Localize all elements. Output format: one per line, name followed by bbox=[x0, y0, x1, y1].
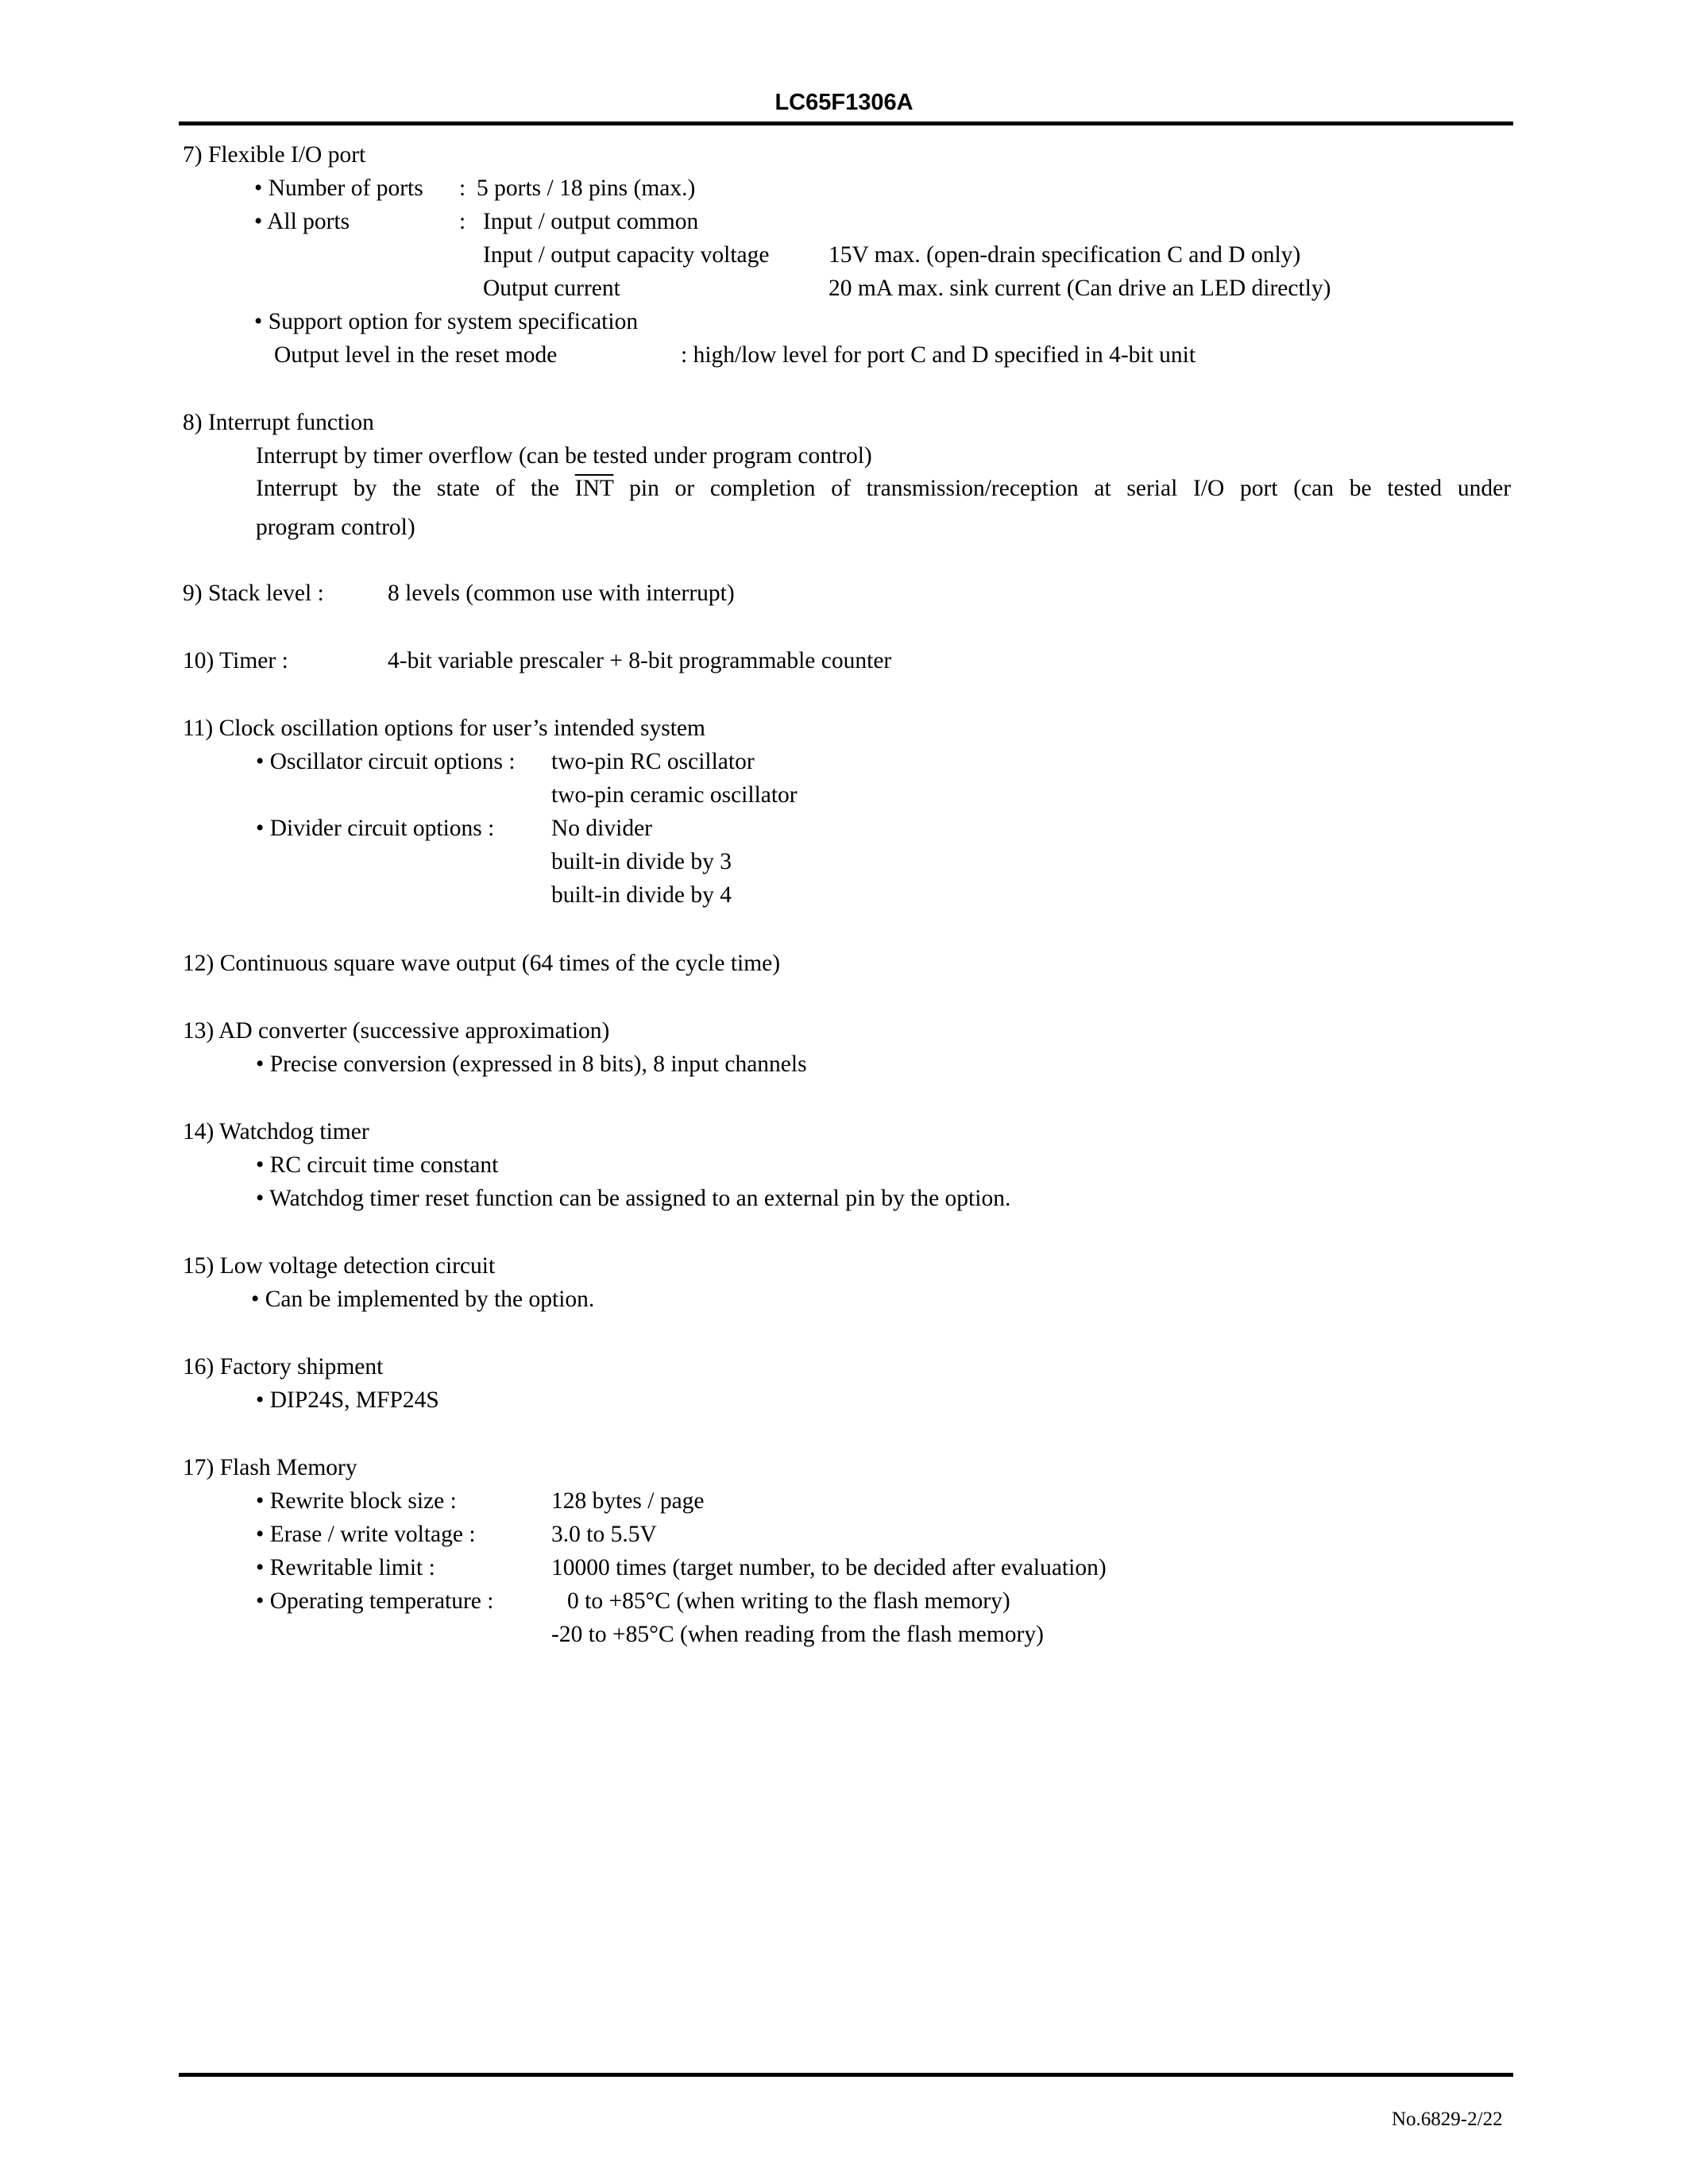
flash-row-value: 0 to +85°C (when writing to the flash memory) bbox=[567, 1588, 1010, 1614]
section-17-heading: 17) Flash Memory bbox=[183, 1455, 357, 1480]
timer-value: 4-bit variable prescaler + 8-bit programmable counter bbox=[388, 648, 892, 673]
flash-row-label: • Erase / write voltage : bbox=[256, 1522, 476, 1547]
reset-mode-value: : high/low level for port C and D specified in 4-bit unit bbox=[681, 342, 1196, 368]
section-11-heading: 11) Clock oscillation options for user’s intended system bbox=[183, 716, 705, 741]
interrupt-line-2 bbox=[256, 475, 1511, 502]
section-8-heading: 8) Interrupt function bbox=[183, 410, 374, 435]
section-15-heading: 15) Low voltage detection circuit bbox=[183, 1253, 496, 1279]
ports-separator: : bbox=[459, 176, 466, 201]
divider-option-none: No divider bbox=[551, 816, 652, 841]
ports-label: • Number of ports bbox=[254, 176, 423, 201]
watchdog-item-2: • Watchdog timer reset function can be assigned to an external pin by the option. bbox=[256, 1186, 1011, 1211]
interrupt-line-1: Interrupt by timer overflow (can be tested under program control) bbox=[256, 443, 872, 469]
flash-row-label: • Operating temperature : bbox=[256, 1588, 494, 1614]
interrupt-line-3: program control) bbox=[256, 515, 415, 540]
section-7-heading: 7) Flexible I/O port bbox=[183, 142, 366, 168]
divider-options-label: • Divider circuit options : bbox=[256, 816, 495, 841]
flash-row-label: • Rewrite block size : bbox=[256, 1488, 457, 1514]
flash-row-label: • Rewritable limit : bbox=[256, 1555, 435, 1580]
support-option-label: • Support option for system specification bbox=[254, 309, 639, 334]
section-14-heading: 14) Watchdog timer bbox=[183, 1119, 369, 1144]
flash-row-value: 3.0 to 5.5V bbox=[551, 1522, 657, 1547]
low-voltage-item: • Can be implemented by the option. bbox=[251, 1287, 595, 1312]
interrupt-line-2-end: pin or completion of transmission/reception at serial I/O port (can be tested under bbox=[629, 476, 1512, 501]
header-rule bbox=[179, 122, 1513, 125]
all-ports-label: • All ports bbox=[254, 209, 350, 234]
capacity-voltage-value: 15V max. (open-drain specification C and D only) bbox=[829, 242, 1301, 268]
interrupt-line-2-start: Interrupt by the state of the bbox=[256, 476, 560, 501]
all-ports-separator: : bbox=[459, 209, 466, 234]
factory-shipment-item: • DIP24S, MFP24S bbox=[256, 1387, 439, 1413]
divider-option-3: built-in divide by 3 bbox=[551, 849, 732, 874]
oscillator-option-ceramic: two-pin ceramic oscillator bbox=[551, 782, 798, 808]
watchdog-item-1: • RC circuit time constant bbox=[256, 1152, 499, 1178]
ports-value: 5 ports / 18 pins (max.) bbox=[477, 176, 696, 201]
section-9-heading: 9) Stack level : bbox=[183, 581, 324, 606]
flash-temp-read: -20 to +85°C (when reading from the flash memory) bbox=[551, 1622, 1044, 1647]
section-12-heading: 12) Continuous square wave output (64 times of the cycle time) bbox=[183, 951, 781, 976]
flash-row-value: 10000 times (target number, to be decided after evaluation) bbox=[551, 1555, 1107, 1580]
output-current-value: 20 mA max. sink current (Can drive an LED directly) bbox=[829, 276, 1331, 301]
section-10-heading: 10) Timer : bbox=[183, 648, 288, 673]
section-13-heading: 13) AD converter (successive approximation) bbox=[183, 1018, 610, 1044]
capacity-voltage-label: Input / output capacity voltage bbox=[483, 242, 770, 268]
oscillator-option-rc: two-pin RC oscillator bbox=[551, 749, 755, 774]
page-number: No.6829-2/22 bbox=[1392, 2109, 1503, 2130]
all-ports-value-common: Input / output common bbox=[483, 209, 699, 234]
stack-level-value: 8 levels (common use with interrupt) bbox=[388, 581, 735, 606]
reset-mode-label: Output level in the reset mode bbox=[274, 342, 558, 368]
int-pin-label: $\overline{INT}$ bbox=[574, 476, 614, 501]
output-current-label: Output current bbox=[483, 276, 620, 301]
divider-option-4: built-in divide by 4 bbox=[551, 882, 732, 908]
ad-converter-item: • Precise conversion (expressed in 8 bits), 8 input channels bbox=[256, 1051, 807, 1077]
flash-row-value: 128 bytes / page bbox=[551, 1488, 705, 1514]
oscillator-options-label: • Oscillator circuit options : bbox=[256, 749, 516, 774]
footer-rule bbox=[179, 2073, 1513, 2077]
section-16-heading: 16) Factory shipment bbox=[183, 1354, 384, 1379]
document-title: LC65F1306A bbox=[774, 90, 914, 115]
